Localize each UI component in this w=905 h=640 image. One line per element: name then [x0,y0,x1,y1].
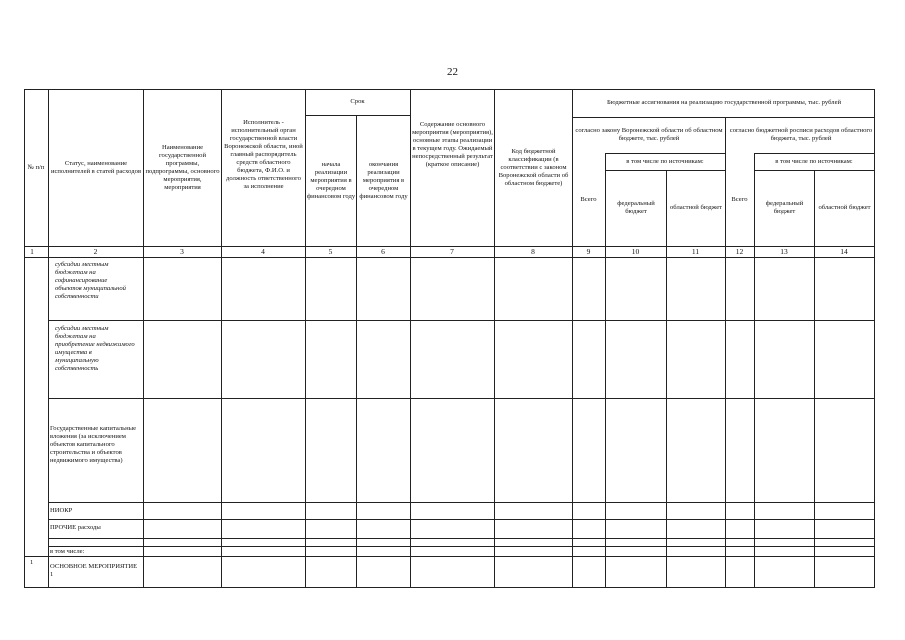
row-including: в том числе: [50,548,85,555]
col-line-3 [221,89,222,588]
row-main-event-1: ОСНОВНОЕ МЕРОПРИЯТИЕ 1 [50,563,138,578]
header-fed-b: федеральный бюджет [765,200,804,215]
header-rospis: согласно бюджетной росписи расходов областного бюджета, тыс. рублей [729,127,873,142]
header-col-6: окончания реализации мероприятия в очередном финансовом году [359,160,408,200]
column-number: 10 [631,247,640,256]
column-number: 4 [261,247,265,256]
column-number: 3 [180,247,184,256]
numbers-row-bottom [24,257,875,258]
column-number: 13 [780,247,788,256]
col-line-2 [143,89,144,588]
row-separator-1 [48,320,875,321]
row-subsidies-cofinancing: субсидии местным бюджетам на софинансирование объектов муниципальной собственности [55,261,126,300]
column-number: 6 [381,247,385,256]
header-sources-a: в том числе по источникам: [626,157,704,165]
row-separator-6 [48,546,875,547]
row-separator-2 [48,398,875,399]
header-col-5: начала реализации мероприятия в очередном финансовом году [306,160,356,200]
row-capital-investments: Государственные капитальные вложения (за исключением объектов капитального строительства и объектов недвижимого имущества) [50,425,136,464]
column-number: 14 [840,247,848,256]
header-vsego-b: Всего [731,195,748,203]
column-number: 11 [691,247,700,256]
header-col-4: Исполнитель - исполнительный орган государственной власти Воронежской области, иной главный распорядитель средств областного бюджета, Ф.И.О. и должность ответственного за исполнение [224,119,303,190]
col-line-14 [874,89,875,588]
row-separator-5 [48,538,875,539]
header-fed-a: федеральный бюджет [617,200,655,215]
header-obl-b: областной бюджет [818,204,871,211]
header-srok: Срок [350,98,365,105]
column-number: 1 [30,247,34,256]
row-other-expenses: ПРОЧИЕ расходы [50,524,101,531]
row-separator-7 [24,556,875,557]
row-subsidies-property: субсидии местным бюджетам на приобретение недвижимого имущества в муниципальную собственность [55,325,135,372]
header-col-7: Содержание основного мероприятия (мероприятия), основные этапы реализации в текущем году. Ожидаемый непосредственный результат (краткое описание) [412,121,493,168]
column-number: 9 [586,247,591,256]
row-niokr: НИОКР [50,507,73,514]
column-number: 5 [328,247,333,256]
row-separator-3 [48,502,875,503]
header-law: согласно закону Воронежской области об областном бюджете, тыс. рублей [575,127,723,142]
header-col-3: Наименование государственной программы, подпрограммы, основного мероприятия, мероприятия [145,143,220,191]
column-number: 7 [450,247,454,256]
column-number: 2 [93,247,98,256]
header-col-1: № п/п [27,163,45,171]
header-budget: Бюджетные ассигнования на реализацию государственной программы, тыс. рублей [606,99,842,106]
header-col-8: Код бюджетной классификации (в соответствии с законом Воронежской области об областном бюджете) [498,147,569,187]
row-number: 1 [30,559,34,566]
page-number: 22 [447,66,458,78]
header-obl-a: областной бюджет [669,204,723,211]
col-line-1 [48,89,49,588]
header-sources-b: в том числе по источникам: [775,157,853,165]
header-vsego-a: Всего [580,195,597,203]
row-separator-4 [48,519,875,520]
header-col-2: Статус, наименование исполнителей в статей расходов [50,159,142,175]
table-bottom-border [24,587,875,588]
column-number: 8 [531,247,535,256]
column-number: 12 [735,247,744,256]
